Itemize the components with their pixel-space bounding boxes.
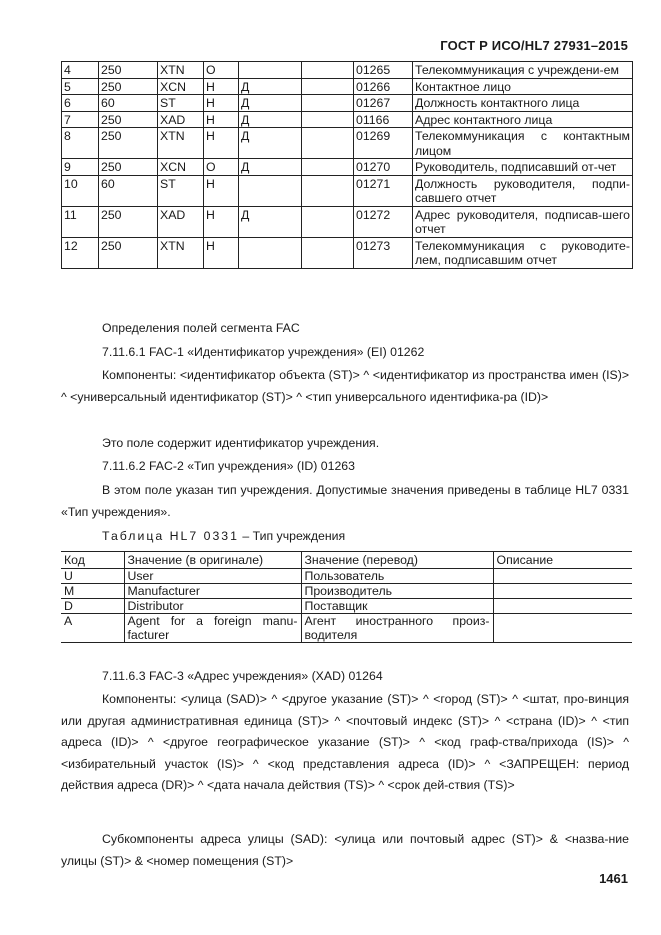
table-cell: Адрес контактного лица (413, 111, 633, 128)
table-header-row (61, 552, 632, 569)
table-cell: 250 (99, 128, 158, 159)
table-row (61, 569, 632, 584)
table-cell: 01266 (354, 78, 413, 95)
fac3-components: Компоненты: <улица (SAD)> ^ <другое указание (ST)> ^ <город (ST)> ^ <штат, про-винция или другая административная единица (ST)> ^ <почтовый индекс (ST)> ^ <страна (ID)> ^ <тип адреса (ID)> ^ <другое географическое указание (ST)> ^ <код граф-ства/прихода (IS)> ^ <избирательный участок (IS)> ^ <код представления адреса (ID)> ^ <ЗАПРЕЩЕН: период действия адреса (DR)> ^ <дата начала действия (TS)> ^ <срок дей-ствия (TS)> (61, 692, 629, 792)
table-cell: XTN (158, 237, 204, 268)
table-cell: 01271 (354, 175, 413, 206)
column-header: Значение (в оригинале) (124, 552, 301, 569)
table-cell: 250 (99, 78, 158, 95)
table-cell (239, 175, 302, 206)
table-cell: XCN (158, 159, 204, 176)
sad-subcomponents: Субкомпоненты адреса улицы (SAD): <улица или почтовый адрес (ST)> & <назва-ние улицы (ST)> & <номер помещения (ST)> (61, 832, 629, 868)
table-cell: Н (204, 128, 239, 159)
table-cell (302, 128, 354, 159)
table-cell: 10 (62, 175, 99, 206)
table-cell: Н (204, 111, 239, 128)
field-heading-fac2: 7.11.6.2 FAC-2 «Тип учреждения» (ID) 01263 (102, 459, 355, 473)
table-cell: 01273 (354, 237, 413, 268)
table-cell (302, 62, 354, 79)
table-cell: Телекоммуникация с руководите-лем, подписавшим отчет (413, 237, 633, 268)
field-heading-fac1: 7.11.6.1 FAC-1 «Идентификатор учреждения» (EI) 01262 (102, 345, 425, 359)
table-cell (302, 159, 354, 176)
column-header: Значение (перевод) (301, 552, 493, 569)
fac1-components: Компоненты: <идентификатор объекта (ST)> ^ <идентификатор из пространства имен (IS)> ^ <универсальный идентификатор (ST)> ^ <тип универсального идентифика-ра (ID)> (61, 368, 629, 404)
table-cell: Д (239, 78, 302, 95)
table-cell: Н (204, 206, 239, 237)
table-cell: User (124, 569, 301, 584)
table-cell (302, 237, 354, 268)
table-cell: A (61, 614, 124, 643)
table-caption-prefix: Таблица HL7 0331 (102, 529, 239, 543)
table-cell: U (61, 569, 124, 584)
table-cell: XTN (158, 128, 204, 159)
table-cell (302, 78, 354, 95)
fac2-description: В этом поле указан тип учреждения. Допустимые значения приведены в таблице HL7 0331 «Тип учреждения». (61, 483, 629, 519)
table-cell: XCN (158, 78, 204, 95)
table-cell: O (204, 62, 239, 79)
table-cell: XAD (158, 206, 204, 237)
table-cell: Агент иностранного произ-водителя (301, 614, 493, 643)
table-cell: 250 (99, 111, 158, 128)
document-header: ГОСТ Р ИСО/HL7 27931–2015 (440, 38, 628, 53)
table-cell: Н (204, 78, 239, 95)
table-cell: 6 (62, 95, 99, 112)
table-cell: D (61, 599, 124, 614)
table-cell: XTN (158, 62, 204, 79)
table-cell: Руководитель, подписавший от-чет (413, 159, 633, 176)
table-cell: Д (239, 128, 302, 159)
column-header: Код (61, 552, 124, 569)
table-cell: 250 (99, 206, 158, 237)
table-cell: Д (239, 95, 302, 112)
table-cell: ST (158, 95, 204, 112)
table-cell: Контактное лицо (413, 78, 633, 95)
fac1-description: Это поле содержит идентификатор учреждения. (102, 436, 380, 450)
table-cell: 12 (62, 237, 99, 268)
table-cell: 5 (62, 78, 99, 95)
table-row (62, 95, 633, 112)
table-cell: Должность контактного лица (413, 95, 633, 112)
table-cell (493, 584, 632, 599)
table-cell: Distributor (124, 599, 301, 614)
table-cell: Телекоммуникация с контактным лицом (413, 128, 633, 159)
table-row (62, 175, 633, 206)
table-cell: XAD (158, 111, 204, 128)
table-cell: Д (239, 111, 302, 128)
table-cell (302, 95, 354, 112)
table-cell: 60 (99, 175, 158, 206)
table-cell (239, 62, 302, 79)
table-cell (302, 111, 354, 128)
table-row (62, 159, 633, 176)
table-cell: 9 (62, 159, 99, 176)
table-cell: 01270 (354, 159, 413, 176)
table-cell: 250 (99, 159, 158, 176)
table-row (62, 78, 633, 95)
facility-type-table (61, 551, 632, 643)
table-row (61, 584, 632, 599)
table-row (62, 237, 633, 268)
table-cell: O (204, 159, 239, 176)
table-row (62, 128, 633, 159)
column-header: Описание (493, 552, 632, 569)
table-cell: Адрес руководителя, подписав-шего отчет (413, 206, 633, 237)
table-cell: 250 (99, 237, 158, 268)
table-row (62, 62, 633, 79)
field-heading-fac3: 7.11.6.3 FAC-3 «Адрес учреждения» (XAD) 01264 (102, 669, 383, 683)
table-cell (302, 206, 354, 237)
table-row (61, 614, 632, 643)
table-cell: Agent for a foreign manu-facturer (124, 614, 301, 643)
table-cell: Телекоммуникация с учреждени-ем (413, 62, 633, 79)
table-cell: Должность руководителя, подпи-савшего отчет (413, 175, 633, 206)
table-caption-rest: – Тип учреждения (238, 529, 346, 543)
table-cell: Н (204, 237, 239, 268)
table-cell: 11 (62, 206, 99, 237)
table-cell (239, 237, 302, 268)
table-cell: 01269 (354, 128, 413, 159)
table-row (62, 206, 633, 237)
table-cell: Д (239, 159, 302, 176)
table-cell: 01267 (354, 95, 413, 112)
table-cell (493, 599, 632, 614)
table-caption (102, 526, 629, 548)
table-cell: Д (239, 206, 302, 237)
table-cell: Manufacturer (124, 584, 301, 599)
table-cell: Н (204, 175, 239, 206)
table-cell: Производитель (301, 584, 493, 599)
table-cell: 01272 (354, 206, 413, 237)
table-cell: 4 (62, 62, 99, 79)
page-number: 1461 (599, 871, 628, 886)
table-cell: 7 (62, 111, 99, 128)
table-row (62, 111, 633, 128)
table-cell: Пользователь (301, 569, 493, 584)
table-cell (493, 614, 632, 643)
table-cell: 60 (99, 95, 158, 112)
table-cell (302, 175, 354, 206)
table-cell: 250 (99, 62, 158, 79)
section-intro: Определения полей сегмента FAC (102, 321, 300, 335)
table-cell: Н (204, 95, 239, 112)
table-row (61, 599, 632, 614)
table-cell: M (61, 584, 124, 599)
table-cell: 01166 (354, 111, 413, 128)
table-cell: Поставщик (301, 599, 493, 614)
segment-fields-table (61, 61, 633, 269)
table-cell: 8 (62, 128, 99, 159)
table-cell: 01265 (354, 62, 413, 79)
table-cell: ST (158, 175, 204, 206)
table-cell (493, 569, 632, 584)
